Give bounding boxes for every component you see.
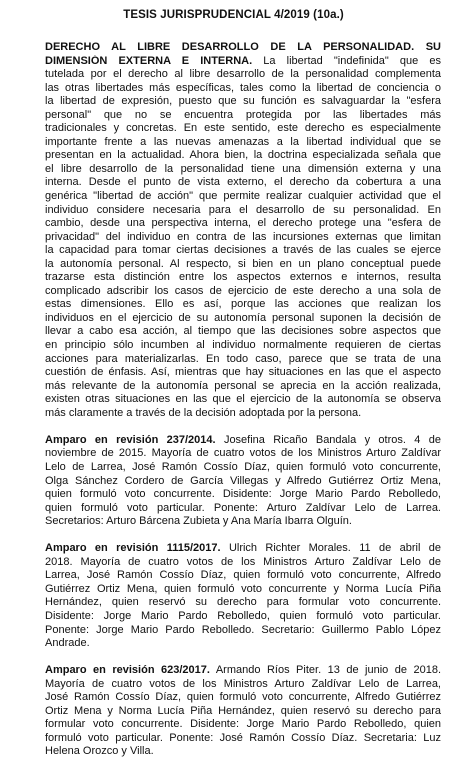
line-text: Ulrich Richter Morales. 11 de abril de	[228, 542, 441, 555]
text-line: tutelada por el derecho al libre desarrollo de la personalidad complementa	[45, 68, 441, 81]
text-line: privacidad" del individuo en contra de las incursiones externas que limitan	[45, 230, 441, 243]
text-line: Mayoría de cuatro votos de los Ministros Arturo Zaldívar Lelo de Larrea,	[45, 677, 441, 690]
text-line: Andrade.	[45, 637, 90, 650]
text-line: Secretarios: Arturo Bárcena Zubieta y Ana María Ibarra Olguín.	[45, 515, 352, 528]
text-line: trazarse esta distinción entre los aspectos externos e internos, resulta	[45, 271, 441, 284]
text-line: individuos en el ejercicio de su autonomía personal suponen la decisión de	[45, 311, 441, 324]
text-line: Olga Sánchez Cordero de García Villegas y Alfredo Gutiérrez Ortiz Mena,	[45, 474, 441, 487]
text-line: la capacidad para tomar ciertas decisiones a través de las cuales se ejerce	[45, 244, 441, 257]
text-line: cuestión de énfasis. Así, mientras que hay situaciones en las que el aspecto	[45, 366, 441, 379]
precedent-paragraph	[45, 664, 441, 759]
text-line: el libre desarrollo de la personalidad tiene una dimensión externa y una	[45, 162, 441, 175]
text-line: Helena Orozco y Villa.	[45, 745, 154, 758]
line-text: La libertad "indefinida" que es	[263, 54, 441, 67]
text-line: Ortiz Mena y Norma Lucía Piña Hernández, quien reservó su derecho para	[45, 704, 441, 717]
line-text: Josefina Ricaño Bandala y otros. 4 de	[223, 433, 441, 446]
text-line: existen otras situaciones en las que el ejercicio de la autonomía se observa	[45, 393, 441, 406]
text-line: Gutiérrez Ortiz Mena, quien formuló voto concurrente y Norma Lucía Piña	[45, 582, 441, 595]
text-line: José Ramón Cossío Díaz, quien formuló voto concurrente, Alfredo Gutiérrez	[45, 691, 441, 704]
bold-heading: Amparo en revisión 623/2017.	[45, 664, 210, 677]
text-line: la autonomía personal. Al respecto, si bien en un plano conceptual puede	[45, 257, 441, 270]
text-line: en principio sólo incumben al individuo normalmente requieren de ciertas	[45, 339, 441, 352]
text-line: cambio, desde una perspectiva interna, el derecho protege una "esfera de	[45, 217, 441, 230]
bold-heading: DIMENSIÓN EXTERNA E INTERNA.	[45, 54, 253, 67]
text-line: quien formuló voto concurrente. Disidente: Jorge Mario Pardo Rebolledo,	[45, 488, 441, 501]
text-line: más relevante de la autonomía personal se aprecia en la acción realizada,	[45, 379, 441, 392]
thesis-body	[45, 41, 441, 420]
text-line: importante frente a las nuevas amenazas a la libertad individual que se	[45, 135, 441, 148]
text-line	[45, 434, 441, 448]
text-line: formuló voto particular. Ponente: José Ramón Cossío Díaz. Secretaria: Luz	[45, 731, 441, 744]
precedent-paragraph	[45, 542, 441, 650]
text-line: Larrea, José Ramón Cossío Díaz, quien formuló voto concurrente, Alfredo	[45, 569, 441, 582]
document-body	[45, 41, 441, 759]
text-line	[45, 55, 441, 69]
line-text: Armando Ríos Piter. 13 de junio de 2018.	[215, 664, 441, 677]
text-line: noviembre de 2015. Mayoría de cuatro votos de los Ministros Arturo Zaldívar	[45, 447, 441, 460]
text-line: Ponente: Jorge Mario Pardo Rebolledo. Secretario: Guillermo Pablo López	[45, 623, 441, 636]
text-line: tradicionales y concretas. En este sentido, este derecho es especialmente	[45, 122, 441, 135]
text-line: quien formuló voto particular. Ponente: Arturo Zaldívar Lelo de Larrea.	[45, 501, 441, 514]
text-line: 2018. Mayoría de cuatro votos de los Ministros Arturo Zaldívar Lelo de	[45, 555, 441, 568]
text-line: Hernández, quien reservó su derecho para formular voto concurrente.	[45, 596, 441, 609]
precedent-paragraph	[45, 434, 441, 529]
bold-heading: Amparo en revisión 237/2014.	[45, 433, 216, 446]
text-line: llevar a cabo esa acción, al tiempo que las decisiones sobre aspectos que	[45, 325, 441, 338]
text-line: Lelo de Larrea, José Ramón Cossío Díaz, quien formuló voto concurrente,	[45, 460, 441, 473]
text-line	[45, 664, 441, 678]
text-line: individuo considere necesaria para el desarrollo de su personalidad. En	[45, 203, 441, 216]
text-line: formular voto concurrente. Disidente: Jorge Mario Pardo Rebolledo, quien	[45, 718, 441, 731]
text-line: personal" que no se encuentra protegida por las libertades más	[45, 108, 441, 121]
text-line: complicado adscribir los casos de ejercicio de este derecho a una sola de	[45, 284, 441, 297]
text-line: la libertad de expresión, puesto que su función es salvaguardar la "esfera	[45, 95, 441, 108]
document-title: TESIS JURISPRUDENCIAL 4/2019 (10a.)	[123, 9, 344, 21]
bold-heading: DERECHO AL LIBRE DESARROLLO DE LA PERSONALIDAD. SU	[45, 41, 441, 53]
text-line: más claramente a través de la decisión adoptada por la persona.	[45, 406, 362, 419]
text-line: acciones para materializarlas. En todo caso, parece que se trata de una	[45, 352, 441, 365]
text-line: Disidente: Jorge Mario Pardo Rebolledo, quien formuló voto particular.	[45, 609, 441, 622]
text-line	[45, 41, 441, 55]
text-line: estas dimensiones. Ello es así, porque las acciones que realizan los	[45, 298, 441, 311]
text-line: las otras libertades más específicas, tales como la libertad de conciencia o	[45, 81, 441, 94]
text-line: interna. Desde el punto de vista externo, el derecho da cobertura a una	[45, 176, 441, 189]
text-line	[45, 542, 441, 556]
bold-heading: Amparo en revisión 1115/2017.	[45, 542, 221, 555]
text-line: presentan en la actualidad. Ahora bien, la doctrina especializada señala que	[45, 149, 441, 162]
text-line: genérica "libertad de acción" que permite realizar cualquier actividad que el	[45, 190, 441, 203]
